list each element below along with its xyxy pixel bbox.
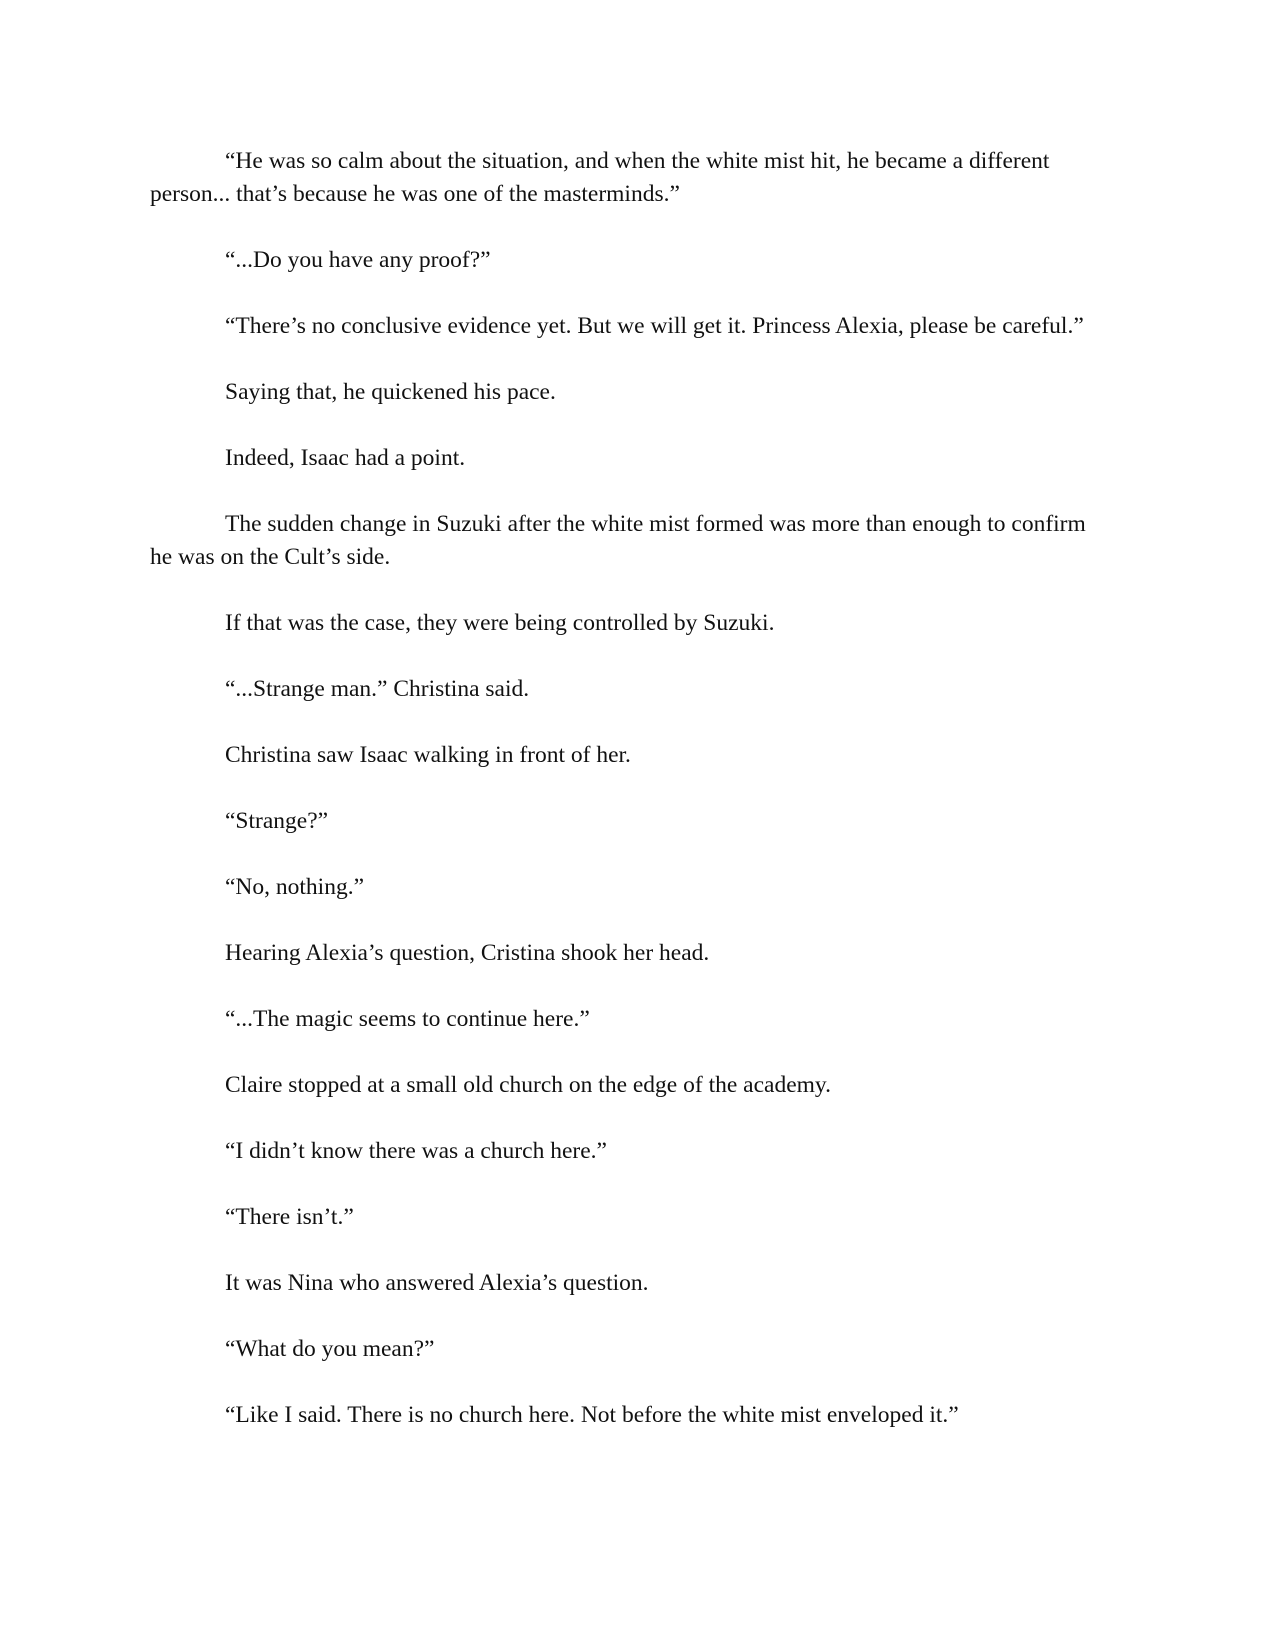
- paragraph: “...The magic seems to continue here.”: [225, 1006, 590, 1032]
- paragraph: Indeed, Isaac had a point.: [225, 445, 466, 471]
- paragraph: It was Nina who answered Alexia’s question.: [225, 1270, 649, 1296]
- paragraph: Saying that, he quickened his pace.: [225, 379, 556, 405]
- document-body: [150, 145, 1105, 1465]
- paragraph: “There isn’t.”: [225, 1204, 354, 1230]
- paragraph: If that was the case, they were being controlled by Suzuki.: [225, 610, 775, 636]
- paragraph: “What do you mean?”: [225, 1336, 435, 1362]
- paragraph: “Like I said. There is no church here. Not before the white mist enveloped it.”: [225, 1402, 959, 1428]
- paragraph: “I didn’t know there was a church here.”: [225, 1138, 607, 1164]
- paragraph: “He was so calm about the situation, and when the white mist hit, he became a different person... that’s because he was one of the masterminds.”: [150, 148, 1050, 207]
- paragraph: “There’s no conclusive evidence yet. But we will get it. Princess Alexia, please be careful.”: [225, 313, 1084, 339]
- paragraph: The sudden change in Suzuki after the white mist formed was more than enough to confirm he was on the Cult’s side.: [150, 511, 1086, 570]
- paragraph: Christina saw Isaac walking in front of her.: [225, 742, 631, 768]
- paragraph: Hearing Alexia’s question, Cristina shook her head.: [225, 940, 710, 966]
- paragraph: “Strange?”: [225, 808, 329, 834]
- paragraph: Claire stopped at a small old church on the edge of the academy.: [225, 1072, 831, 1098]
- paragraph: “...Strange man.” Christina said.: [225, 676, 530, 702]
- paragraph: “...Do you have any proof?”: [225, 247, 491, 273]
- paragraph: “No, nothing.”: [225, 874, 365, 900]
